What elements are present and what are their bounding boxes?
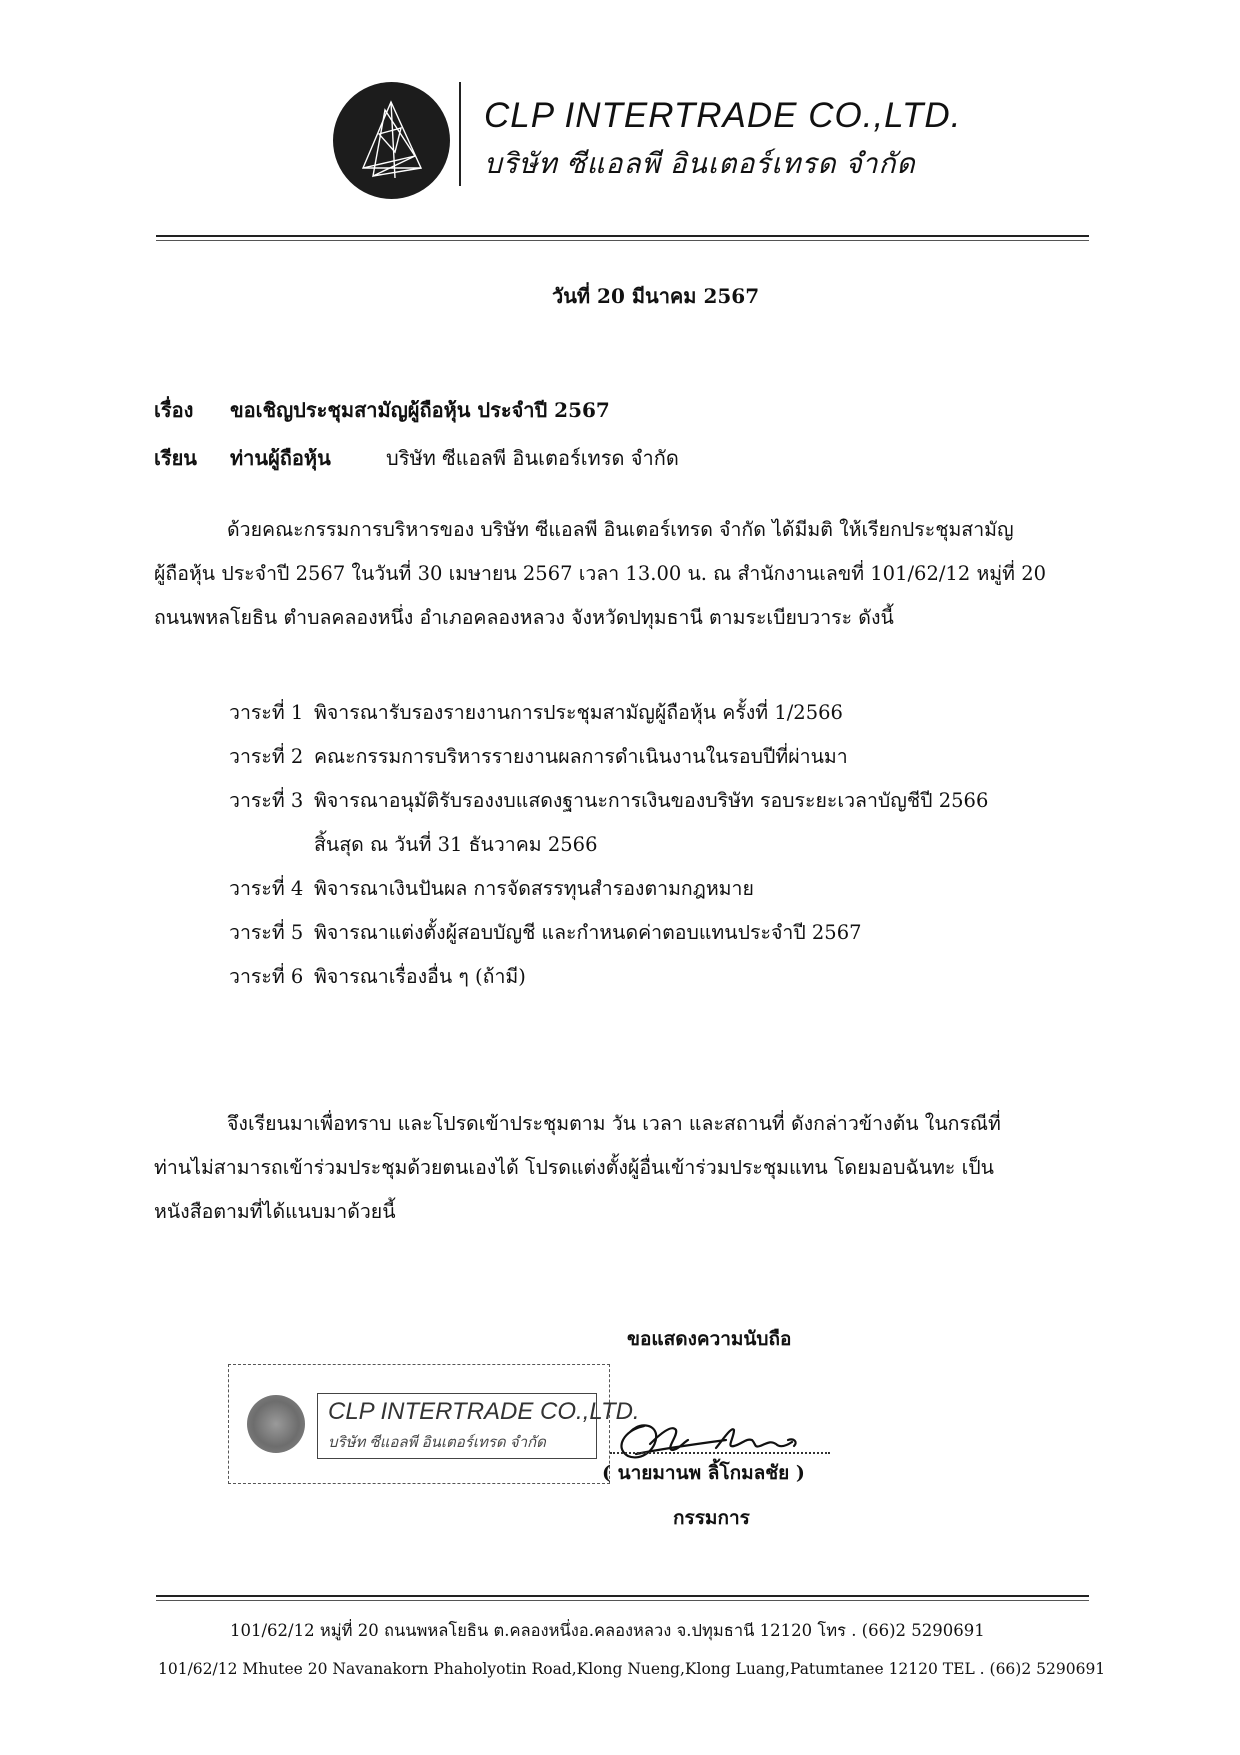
agenda-item-label: วาระที่ 4	[229, 876, 304, 900]
agenda-item	[229, 954, 988, 998]
letterhead-divider	[459, 82, 461, 186]
agenda-item	[229, 910, 988, 954]
agenda-item-text: พิจารณาเงินปันผล การจัดสรรทุนสำรองตามกฎหมาย	[314, 876, 754, 900]
request-line-3: หนังสือตามที่ได้แนบมาด้วยนี้	[154, 1200, 396, 1223]
intro-line-2: ผู้ถือหุ้น ประจำปี 2567 ในวันที่ 30 เมษายน 2567 เวลา 13.00 น. ณ สำนักงานเลขที่ 101/62/12 หมู่ที่ 20	[154, 562, 1047, 585]
company-name-th: บริษัท ซีแอลพี อินเตอร์เทรด จำกัด	[484, 148, 916, 179]
agenda-item-label: วาระที่ 6	[229, 964, 304, 988]
letter-date: วันที่ 20 มีนาคม 2567	[552, 284, 760, 308]
footer-rule-thin	[156, 1600, 1089, 1601]
footer-rule	[156, 1595, 1089, 1597]
recipient-label: เรียน	[154, 446, 197, 470]
agenda-item-continuation	[229, 822, 988, 866]
agenda-item-text: พิจารณาเรื่องอื่น ๆ (ถ้ามี)	[314, 964, 526, 988]
agenda-item	[229, 734, 988, 778]
agenda-item-text: คณะกรรมการบริหารรายงานผลการดำเนินงานในรอบปีที่ผ่านมา	[314, 744, 848, 768]
request-line-1: จึงเรียนมาเพื่อทราบ และโปรดเข้าประชุมตาม วัน เวลา และสถานที่ ดังกล่าวข้างต้น ในกรณีที่	[227, 1112, 1001, 1135]
signer-name: ( นายมานพ ลิ้โกมลชัย )	[602, 1462, 805, 1484]
agenda-item	[229, 690, 988, 734]
company-name-en: CLP INTERTRADE CO.,LTD.	[484, 96, 962, 135]
agenda-item-text: สิ้นสุด ณ วันที่ 31 ธันวาคม 2566	[314, 832, 598, 856]
signature-line	[610, 1452, 830, 1454]
agenda-item-label: วาระที่ 1	[229, 700, 304, 724]
request-line-2: ท่านไม่สามารถเข้าร่วมประชุมด้วยตนเองได้ โปรดแต่งตั้งผู้อื่นเข้าร่วมประชุมแทน โดยมอบฉันทะ เป็น	[154, 1156, 994, 1179]
agenda-item-text: พิจารณาอนุมัติรับรองงบแสดงฐานะการเงินของบริษัท รอบระยะเวลาบัญชีปี 2566	[314, 788, 989, 812]
closing-salutation: ขอแสดงความนับถือ	[627, 1328, 792, 1350]
intro-line-1: ด้วยคณะกรรมการบริหารของ บริษัท ซีแอลพี อินเตอร์เทรด จำกัด ได้มีมติ ให้เรียกประชุมสามัญ	[227, 518, 1014, 541]
footer-address-en: 101/62/12 Mhutee 20 Navanakorn Phaholyotin Road,Klong Nueng,Klong Luang,Patumtanee 12120 TEL . (66)2 5290691	[158, 1660, 1106, 1678]
agenda-item-text: พิจารณารับรองรายงานการประชุมสามัญผู้ถือหุ้น ครั้งที่ 1/2566	[314, 700, 843, 724]
recipient-company: บริษัท ซีแอลพี อินเตอร์เทรด จำกัด	[386, 446, 679, 470]
header-rule-thin	[156, 240, 1089, 241]
agenda-item-label: วาระที่ 3	[229, 788, 304, 812]
agenda-item-text: พิจารณาแต่งตั้งผู้สอบบัญชี และกำหนดค่าตอบแทนประจำปี 2567	[314, 920, 862, 944]
triangle-logo-icon	[333, 82, 450, 199]
stamp-seal-icon	[247, 1395, 305, 1453]
signer-title: กรรมการ	[673, 1507, 750, 1529]
agenda-item	[229, 866, 988, 910]
agenda-list	[229, 690, 988, 998]
stamp-name-box	[317, 1393, 640, 1459]
recipient-lead: ท่านผู้ถือหุ้น	[230, 446, 331, 470]
company-stamp	[228, 1364, 640, 1484]
stamp-company-th: บริษัท ซีแอลพี อินเตอร์เทรด จำกัด	[328, 1434, 546, 1451]
intro-line-3: ถนนพหลโยธิน ตำบลคลองหนึ่ง อำเภอคลองหลวง จังหวัดปทุมธานี ตามระเบียบวาระ ดังนี้	[154, 606, 894, 629]
company-logo	[333, 82, 450, 199]
header-rule	[156, 235, 1089, 237]
agenda-item	[229, 778, 988, 822]
agenda-item-label: วาระที่ 2	[229, 744, 304, 768]
stamp-company-en: CLP INTERTRADE CO.,LTD.	[328, 1398, 640, 1425]
footer-address-th: 101/62/12 หมู่ที่ 20 ถนนพหลโยธิน ต.คลองหนึ่งอ.คลองหลวง จ.ปทุมธานี 12120 โทร . (66)2 5290691	[230, 1621, 985, 1640]
subject-label: เรื่อง	[154, 398, 194, 422]
subject-text: ขอเชิญประชุมสามัญผู้ถือหุ้น ประจำปี 2567	[230, 398, 610, 422]
agenda-item-label: วาระที่ 5	[229, 920, 304, 944]
